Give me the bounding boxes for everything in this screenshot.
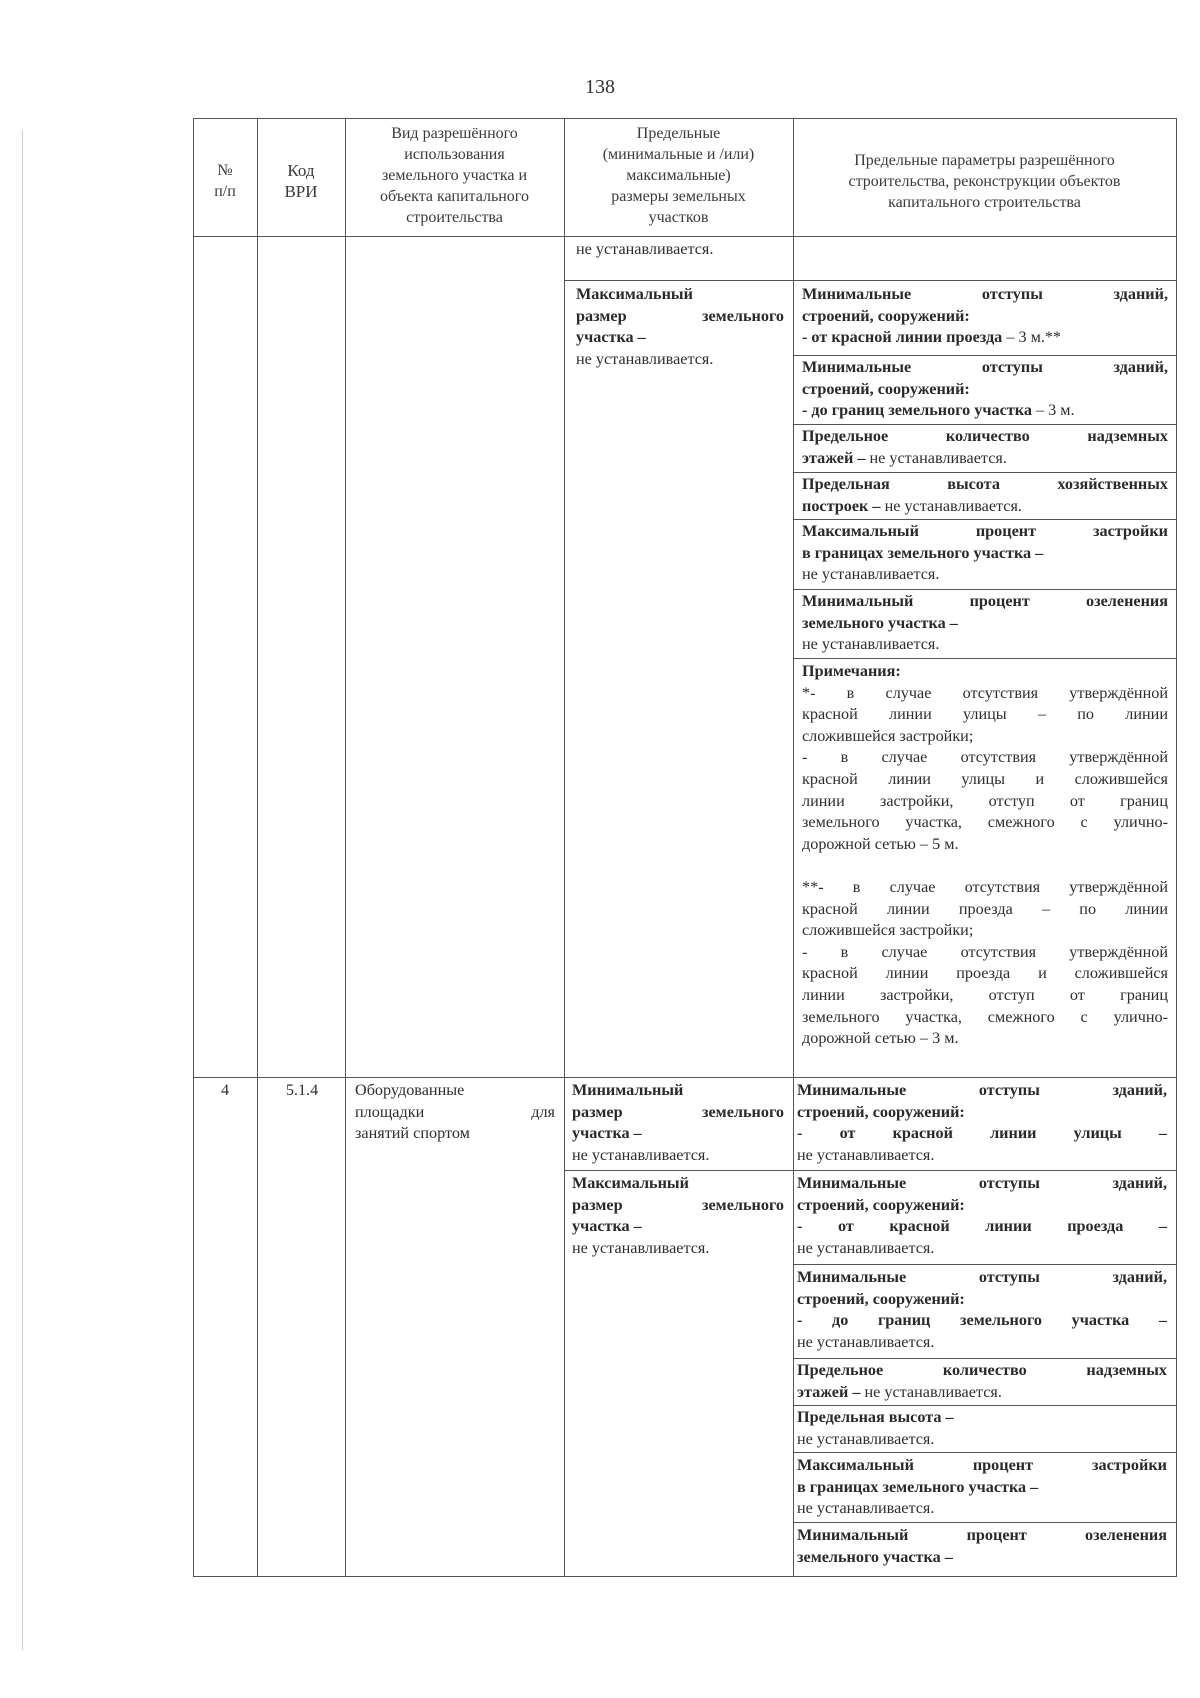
header-col-params: Предельные параметры разрешённого строительства, реконструкции объектов капитального строительства xyxy=(848,152,1121,211)
param-floors: Предельное количество надземных этажей – не устанавливается. xyxy=(802,427,1168,467)
row4-param-height: Предельная высота – не устанавливается. xyxy=(797,1408,954,1448)
row4-max-size-cell: Максимальный размер земельного участка – не устанавливается. xyxy=(572,1174,784,1257)
row4-param-offset-boundary: Минимальные отступы зданий, строений, сооружений: - до границ земельного участка – не устанавливается. xyxy=(797,1268,1167,1351)
param-min-offset-boundary: Минимальные отступы зданий, строений, сооружений: - до границ земельного участка – 3 м. xyxy=(802,358,1168,420)
param-min-offset-red-line: Минимальные отступы зданий, строений, сооружений: - от красной линии проезда – 3 м.** xyxy=(802,285,1168,347)
param-min-greenery: Минимальный процент озеленения земельного участка – не устанавливается. xyxy=(802,592,1168,654)
carry-size-value: не устанавливается. xyxy=(576,240,714,258)
row4-param-offset-street: Минимальные отступы зданий, строений, сооружений: - от красной линии улицы – не устанавливается. xyxy=(797,1081,1167,1164)
param-max-coverage: Максимальный процент застройки в границах земельного участка – не устанавливается. xyxy=(802,522,1168,584)
header-col-number: № п/п xyxy=(214,162,236,200)
header-col-type: Вид разрешённого использования земельного участка и объекта капитального строительства xyxy=(380,125,529,226)
max-size-cell: Максимальный размер земельного участка – не устанавливается. xyxy=(576,285,784,368)
notes-cell: Примечания: *- в случае отсутствия утверждённой красной линии улицы – по линии сложившейся застройки; - в случае отсутствия утверждённой красной линии улицы и сложившейся линии застройки, отступ от границ земельного участка, смежного с улично- дорожной сетью – 5 м. **- в случае отсутствия утверждённой красной линии проезда – по линии сложившейся застройки; - в случае отсутствия утверждённой красной линии проезда и сложившейся линии застройки, отступ от границ земельного участка, смежного с улично- дорожной сетью – 3 м. xyxy=(802,662,1168,1048)
row4-type: Оборудованные площадки для занятий спортом xyxy=(355,1081,555,1143)
page-number: 138 xyxy=(585,76,615,98)
scan-margin-line xyxy=(22,130,23,1650)
row4-min-size-cell: Минимальный размер земельного участка – не устанавливается. xyxy=(572,1081,784,1164)
row4-param-offset-passage: Минимальные отступы зданий, строений, сооружений: - от красной линии проезда – не устанавливается. xyxy=(797,1174,1167,1257)
header-col-code: Код ВРИ xyxy=(284,161,318,201)
header-col-size: Предельные (минимальные и /или) максимальные) размеры земельных участков xyxy=(602,125,755,226)
row4-param-max-coverage: Максимальный процент застройки в границах земельного участка – не устанавливается. xyxy=(797,1456,1167,1518)
row4-param-min-greenery: Минимальный процент озеленения земельного участка – xyxy=(797,1526,1167,1566)
row4-number: 4 xyxy=(220,1081,230,1099)
row4-code: 5.1.4 xyxy=(285,1081,319,1099)
param-outbuilding-height: Предельная высота хозяйственных построек – не устанавливается. xyxy=(802,475,1168,515)
row4-param-floors: Предельное количество надземных этажей – не устанавливается. xyxy=(797,1361,1167,1401)
